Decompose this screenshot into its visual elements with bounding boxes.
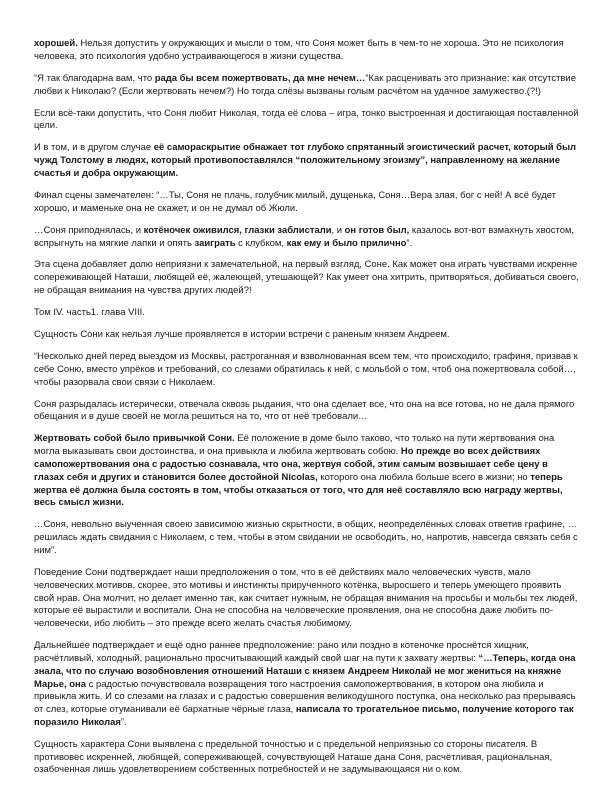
text-run: Соня разрыдалась истерически, отвечала сквозь рыдания, что она сделает все, что она на все готова, но не дала прямого обещания и в душе своей не могла решиться на то, что от неё требовали… <box>34 398 575 423</box>
bold-text-run: теперь жертва её должна была состоять в том, чтобы отказаться от того, что для неё составляло всю награду жертвы, весь смысл жизни. <box>34 471 563 509</box>
paragraph <box>34 739 580 777</box>
text-run: с радостью почувствовала возвращения того настроения самопожертвования, в котором она любила и привыкла жить. И со слезами на глазах и с радостью совершения великодушного поступка, она несколько раз прерываясь от слез, которые отуманивали её бархатные чёрные глаза, <box>34 678 576 716</box>
text-run: Эта сцена добавляет долю неприязни к замечательной, на первый взгляд, Соне. Как может она играть чувствами искренне сопереживающей Наташи, любящей её, жалеющей, утешающей? Как умеет она хитрить, притворяться, добиваться своего, не обращая внимания на чувства других людей?! <box>34 259 579 297</box>
text-run: Если всё-таки допустить, что Соня любит Николая, тогда её слова – игра, тонко выстроенная и достигающая поставленной цели. <box>34 107 579 132</box>
paragraph <box>34 73 580 99</box>
text-run: , и <box>331 224 345 236</box>
paragraph <box>34 259 580 297</box>
text-run: Сущность Сони как нельзя лучше проявляется в истории встречи с раненым князем Андреем. <box>34 329 450 341</box>
bold-text-run: он готов был, <box>344 224 410 236</box>
paragraph <box>34 519 580 557</box>
text-run: казалось вот-вот взмахнуть хвостом, вспрыгнуть на мягкие лапки и опять <box>34 224 575 249</box>
paragraph <box>34 307 580 320</box>
bold-text-run: заиграть <box>194 237 236 249</box>
text-run: Сущность характера Сони выявлена с предельной точностью и с предельной неприязнью со стороны писателя. В противовес искренней, любящей, сопереживающей, сочувствующей Наташе дана Соня, расчётливая, рациональная, озабоченная лишь удовлетворением собственных потребностей и не задумывающаяся ни о ком. <box>34 738 553 776</box>
text-run: которого она любила больше всего в жизни; но <box>317 471 531 483</box>
text-run: ”Как расценивать это признание: как отсутствие любви к Николаю? (Если жертвовать нечем?) Но тогда слёзы вызваны голым расчётом на удачное замужество.(?!) <box>34 72 576 97</box>
bold-text-run: её самораскрытие обнажает тот глубоко спрятанный эгоистический расчет, который был чужд Толстому в людях, который противопоставлялся “положительному эгоизму”, направленному на желание счастья и добра окружающим. <box>34 142 577 179</box>
text-run: ”. <box>406 237 413 249</box>
text-run: Поведение Сони подтверждает наши предположения о том, что в её действиях мало человеческих чувств, мало человеческих мотивов, скорее, это мотивы и инстинкты прирученного котёнка, выросшего и теперь умеющего проявить свой нрав. Она молчит, но делает именно так, как считает нужным, не обращая внимания на просьбы и мольбы тех людей, которые её вырастили и воспитали. Она не способна на человеческие проявления, она не способна даже любить по-человечески, ибо любить – это прежде всего желать счастья любимому. <box>34 566 578 630</box>
paragraph <box>34 108 580 134</box>
bold-text-run: “…Теперь, когда она знала, что по случаю возобновления отношений Наташи с князем Андреем Николай не мог жениться на княжне Марье, она <box>34 652 576 690</box>
paragraph <box>34 567 580 631</box>
text-run: И в том, и в другом случае <box>34 142 154 154</box>
paragraph <box>34 399 580 425</box>
paragraph <box>34 190 580 216</box>
text-run: Дальнейшее подтверждает и ещё одно раннее предположение: рано или поздно в котеночке проснётся хищник, расчётливый, холодный, рационально просчитывающий каждый свой шаг на пути к захвату жертвы: <box>34 640 529 664</box>
paragraph <box>34 142 580 180</box>
text-run: …Соня приподнялась, и <box>34 224 144 236</box>
paragraph <box>34 38 580 64</box>
bold-text-run: Но прежде во всех действиях самопожертвования она с радостью сознавала, что она, жертвуя собой, этим самым возвышает себе цену в глазах себя и других и становится более достойной Nicolas, <box>34 446 548 483</box>
text-run: …Соня, невольно выученная своею зависимою жизнью скрытности, в общих, неопределённых словах ответив графине, …решилась ждать свидания с Николаем, с тем, чтобы в этом свидании не освободить, но, напротив, навсегда связать себя с ним”. <box>34 519 578 556</box>
paragraph <box>34 433 580 510</box>
text-run: “Я так благодарна вам, что <box>34 72 155 84</box>
paragraph <box>34 351 580 389</box>
paragraph <box>34 640 580 730</box>
bold-text-run: как ему и было прилично <box>286 237 407 249</box>
bold-text-run: хорошей. <box>34 38 78 49</box>
bold-text-run: рада бы всем пожертвовать, да мне нечем… <box>154 72 366 84</box>
text-run: “Несколько дней перед выездом из Москвы, растроганная и взволнованная всем тем, что происходило, графиня, призвав к себе Соню, вместо упрёков и требований, со слезами обратилась к ней, с мольбой о том, чтоб она пожертвовала собой…, чтобы разорвала свои связи с Николаем. <box>34 351 578 388</box>
paragraph <box>34 225 580 251</box>
text-run: ”. <box>120 716 127 728</box>
document-body <box>34 38 580 786</box>
bold-text-run: котёночек оживился, глазки заблистали <box>143 224 332 236</box>
text-run: Нельзя допустить у окружающих и мысли о том, что Соня может быть в чем-то не хороша. Это не психология человека, это психология удобно устраивающегося в жизни существа. <box>34 38 564 62</box>
text-run: Том IV. часть1. глава VIII. <box>34 307 145 319</box>
bold-text-run: Жертвовать собой было привычкой Сони. <box>34 433 235 445</box>
text-run: Финал сцены замечателен: “…Ты, Соня не плачь, голубчик милый, дущенька, Соня…Вера злая, бог с ней! А всё будет хорошо, и маменьке она не скажет, и он не думал об Жюли. <box>34 189 556 214</box>
paragraph <box>34 329 580 342</box>
bold-text-run: написала то трогательное письмо, получение которого так поразило Николая <box>34 704 574 728</box>
text-run: Её положение в доме было таково, что только на пути жертвования она могла выказывать свои достоинства, и она привыкла и любила жертвовать собою. <box>34 433 555 458</box>
text-run: с клубком, <box>235 237 287 249</box>
